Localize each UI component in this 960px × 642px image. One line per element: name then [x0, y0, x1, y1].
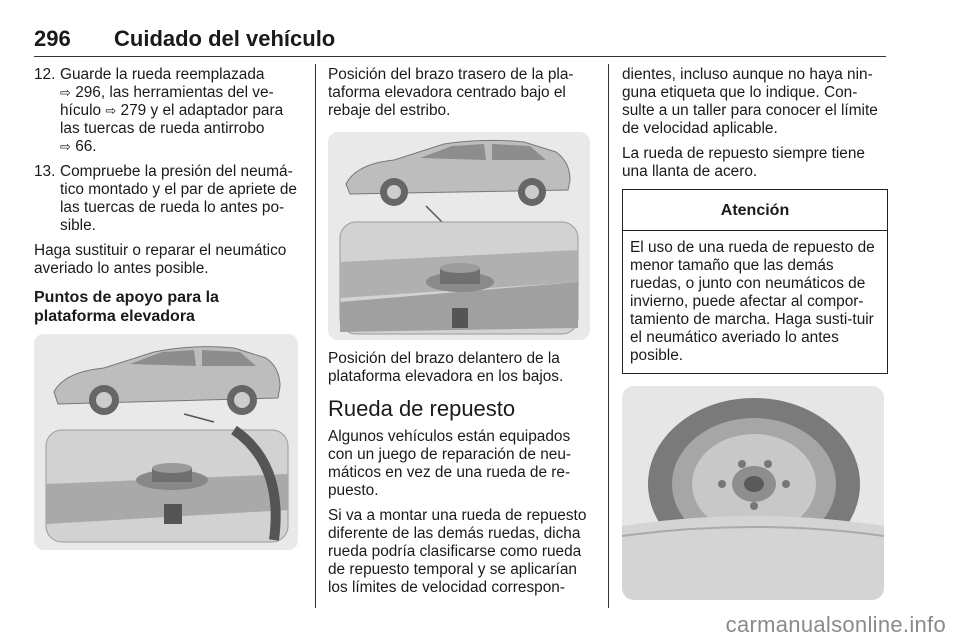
- column-middle: [328, 66, 590, 604]
- list-line-ref: [60, 84, 302, 102]
- list-text: hículo: [60, 102, 102, 119]
- column-divider-2: [608, 64, 609, 608]
- illustration-rear-lift-point: [34, 334, 298, 550]
- paragraph: Algunos vehículos están equipados con un juego de reparación de neu-máticos en vez de una rueda de re-puesto.: [328, 428, 572, 499]
- list-line-ref: [60, 102, 302, 120]
- paragraph: Posición del brazo trasero de la pla-taforma elevadora centrado bajo el rebaje del estribo.: [328, 66, 574, 119]
- list-number: 13.: [34, 163, 56, 180]
- illustration-spare-wheel: [622, 386, 884, 600]
- attention-notice: [622, 189, 888, 374]
- list-text: 296, las herramientas del ve-: [75, 84, 274, 101]
- list-line: las tuercas de rueda antirrobo: [60, 120, 265, 137]
- list-number: 12.: [34, 66, 56, 83]
- paragraph: La rueda de repuesto siempre tiene una llanta de acero.: [622, 145, 865, 180]
- list-line: Guarde la rueda reemplazada: [60, 66, 265, 83]
- paragraph: Posición del brazo delantero de la plataforma elevadora en los bajos.: [328, 350, 564, 385]
- illustration-front-lift-point: [328, 132, 590, 340]
- notice-title: Atención: [623, 190, 887, 231]
- column-right: [622, 66, 888, 600]
- watermark: carmanualsonline.info: [725, 612, 946, 637]
- list-item-13: [34, 163, 302, 235]
- paragraph: Si va a montar una rueda de repuesto diferente de las demás ruedas, dicha rueda podría clasificarse como rueda de repuesto temporal y se aplicarían los límites de velocidad correspon-: [328, 507, 587, 596]
- list-text: 279 y el adaptador para: [120, 102, 284, 119]
- section-title: Rueda de repuesto: [328, 396, 516, 421]
- arrow-reference-icon[interactable]: ⇨: [60, 139, 71, 154]
- paragraph: Haga sustituir o reparar el neumático averiado lo antes posible.: [34, 242, 287, 277]
- paragraph: dientes, incluso aunque no haya nin-guna etiqueta que lo indique. Con-sulte a un taller para conocer el límite de velocidad aplicable.: [622, 66, 878, 137]
- page-header: [34, 26, 886, 57]
- arrow-reference-icon[interactable]: ⇨: [105, 103, 117, 118]
- subheading: Puntos de apoyo para la plataforma elevadora: [34, 289, 219, 325]
- page-title: Cuidado del vehículo: [114, 26, 336, 51]
- column-divider-1: [315, 64, 316, 608]
- list-text: Compruebe la presión del neumá-tico montado y el par de apriete de las tuercas de rueda lo antes po-sible.: [60, 163, 297, 234]
- list-text: 66.: [75, 138, 97, 155]
- column-left: [34, 66, 302, 550]
- notice-body: El uso de una rueda de repuesto de menor tamaño que las demás ruedas, o junto con neumáticos de invierno, puede afectar al compor-tamiento de marcha. Haga susti-tuir el neumático averiado lo antes posible.: [630, 239, 875, 364]
- list-line-ref: [60, 138, 302, 156]
- list-item-12: [34, 66, 302, 156]
- page-number: 296: [34, 26, 71, 51]
- arrow-reference-icon[interactable]: ⇨: [60, 85, 71, 100]
